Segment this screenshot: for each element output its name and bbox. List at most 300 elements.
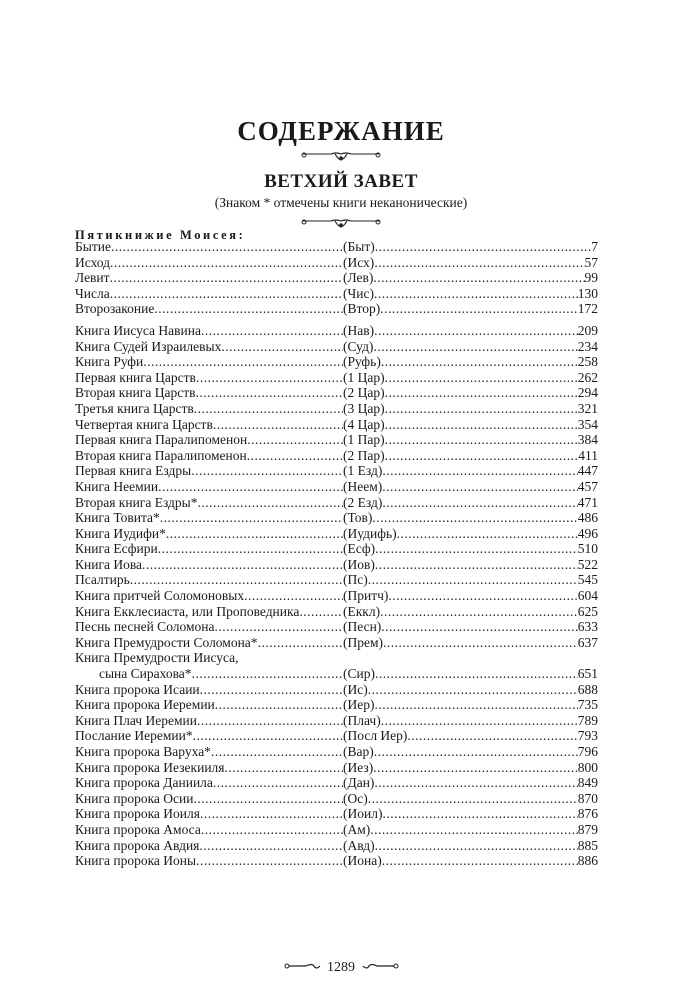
toc-entry (75, 604, 598, 620)
dot-leader (194, 401, 343, 417)
book-abbreviation: (Плач) (343, 712, 381, 728)
page-number: 800 (577, 759, 598, 775)
toc-entry (75, 239, 598, 255)
entry-page-cell (343, 791, 598, 807)
dot-leader (382, 806, 577, 822)
toc-entry (75, 526, 598, 542)
entry-title-cell (75, 775, 343, 791)
dot-leader (374, 323, 578, 339)
dot-leader (110, 270, 343, 286)
toc-entry (75, 323, 598, 339)
entry-page-cell (343, 495, 598, 511)
page-number: 633 (577, 619, 598, 635)
entry-title-cell (75, 301, 343, 317)
ornament-left-icon (284, 960, 324, 975)
dot-leader (142, 557, 343, 573)
entry-page-cell (343, 588, 598, 604)
book-abbreviation: (Пс) (343, 572, 368, 588)
dot-leader (213, 775, 343, 791)
book-abbreviation: (1 Цар) (343, 369, 385, 385)
entry-title-cell (75, 432, 343, 448)
entry-page-cell (343, 510, 598, 526)
book-abbreviation: (1 Пар) (343, 432, 385, 448)
dot-leader (368, 791, 578, 807)
dot-leader (385, 417, 578, 433)
book-title: Книга пророка Осии (75, 790, 194, 806)
dot-leader (196, 853, 343, 869)
entry-page-cell (343, 401, 598, 417)
entry-page-cell (343, 682, 598, 698)
group-heading: Пятикнижие Моисея: (75, 228, 246, 242)
page-number: 321 (577, 400, 598, 416)
book-title: Книга Плач Иеремии (75, 712, 197, 728)
toc-entry (75, 572, 598, 588)
page-number: 57 (584, 254, 598, 270)
entry-page-cell (343, 728, 598, 744)
page-number: 486 (577, 510, 598, 526)
dot-leader (368, 682, 578, 698)
entry-title-cell (75, 728, 343, 744)
dot-leader (198, 495, 344, 511)
dot-leader (388, 588, 577, 604)
page-number: 735 (577, 697, 598, 713)
page-number: 637 (577, 634, 598, 650)
dot-leader (373, 270, 584, 286)
dot-leader (375, 541, 578, 557)
dot-leader (160, 510, 343, 526)
book-abbreviation: (Быт) (343, 239, 375, 254)
entry-page-cell (343, 339, 598, 355)
book-title: Первая книга Паралипоменон (75, 432, 248, 448)
dot-leader (373, 760, 578, 776)
dot-leader (130, 572, 343, 588)
page-number: 789 (577, 712, 598, 728)
book-title: Псалтирь (75, 572, 130, 588)
toc-entry (75, 255, 598, 271)
book-abbreviation: (Прем) (343, 634, 384, 650)
dot-leader (382, 853, 578, 869)
entry-title-cell (75, 541, 343, 557)
page-number: 354 (577, 416, 598, 432)
book-abbreviation: (Сир) (343, 666, 375, 682)
dot-leader (385, 370, 578, 386)
entry-title-cell (75, 557, 343, 573)
entry-title-cell (75, 588, 343, 604)
dot-leader (381, 354, 578, 370)
book-title: Исход (75, 254, 111, 270)
entry-page-cell (343, 286, 598, 302)
dot-leader (407, 728, 577, 744)
book-abbreviation: (2 Пар) (343, 447, 385, 463)
page-number: 172 (577, 301, 598, 317)
book-abbreviation: (2 Езд) (343, 494, 383, 510)
toc-entry (75, 270, 598, 286)
dot-leader (158, 479, 343, 495)
entry-page-cell (343, 370, 598, 386)
page-number: 262 (577, 369, 598, 385)
book-abbreviation: (4 Цар) (343, 416, 385, 432)
dot-leader (375, 557, 578, 573)
book-abbreviation: (Иона) (343, 853, 382, 869)
book-abbreviation: (Ам) (343, 821, 371, 837)
book-title: Вторая книга Ездры* (75, 494, 198, 510)
page-number: 294 (577, 385, 598, 401)
page-number: 886 (577, 853, 598, 869)
book-abbreviation: (Исх) (343, 254, 375, 270)
toc-entry (75, 635, 598, 651)
entry-page-cell (343, 239, 598, 255)
toc-entry (75, 541, 598, 557)
entry-page-cell (343, 604, 598, 620)
book-abbreviation: (Ис) (343, 681, 368, 697)
book-abbreviation: (Притч) (343, 588, 389, 604)
entry-title-cell (75, 635, 343, 651)
page-number: 447 (577, 463, 598, 479)
dot-leader (200, 682, 343, 698)
dot-leader (199, 838, 343, 854)
toc-entry (75, 666, 598, 682)
entry-title-cell (75, 822, 343, 838)
book-abbreviation: (Чис) (343, 285, 374, 301)
dot-leader (221, 339, 343, 355)
toc-entry (75, 713, 598, 729)
book-abbreviation: (Еккл) (343, 603, 381, 619)
book-title: Книга пророка Амоса (75, 821, 201, 837)
entry-title-cell (75, 682, 343, 698)
dot-leader (385, 448, 579, 464)
dot-leader (201, 323, 343, 339)
dot-leader (381, 619, 577, 635)
page-number: 879 (577, 821, 598, 837)
entry-page-cell (343, 775, 598, 791)
toc-entry (75, 339, 598, 355)
book-title: Книга пророка Авдия (75, 837, 200, 853)
dot-leader (197, 713, 343, 729)
entry-page-cell (343, 744, 598, 760)
toc-entry (75, 619, 598, 635)
page-number: 651 (577, 666, 598, 682)
entry-page-cell (343, 697, 598, 713)
book-title: Вторая книга Царств (75, 385, 196, 401)
dot-leader (375, 239, 592, 255)
page-number: 234 (577, 338, 598, 354)
toc-entry (75, 479, 598, 495)
toc-entry (75, 557, 598, 573)
dot-leader (154, 301, 343, 317)
entry-title-cell (75, 510, 343, 526)
dot-leader (380, 301, 578, 317)
toc-entry (75, 510, 598, 526)
table-of-contents (75, 239, 598, 869)
dot-leader (195, 385, 343, 401)
book-title: Книга пророка Исаии (75, 681, 200, 697)
dot-leader (258, 635, 343, 651)
toc-entry (75, 744, 598, 760)
dot-leader (225, 760, 344, 776)
page-number: 870 (577, 790, 598, 806)
page-number: 885 (577, 837, 598, 853)
entry-title-cell (75, 239, 343, 255)
dot-leader (194, 791, 344, 807)
book-title: Книга Судей Израилевых (75, 338, 222, 354)
page-number: 209 (577, 322, 598, 338)
dot-leader (385, 401, 578, 417)
toc-entry (75, 448, 598, 464)
dot-leader (247, 448, 343, 464)
entry-page-cell (343, 432, 598, 448)
entry-title-cell (75, 572, 343, 588)
book-abbreviation: (Дан) (343, 775, 375, 791)
dot-leader (192, 666, 343, 682)
dot-leader (374, 744, 578, 760)
book-abbreviation: (Авд) (343, 837, 375, 853)
page-number: 471 (577, 494, 598, 510)
dot-leader (374, 775, 577, 791)
book-title: Книга пророка Даниила (75, 775, 213, 791)
book-title: Книга Иисуса Навина (75, 322, 201, 338)
entry-page-cell (343, 448, 598, 464)
entry-page-cell (343, 463, 598, 479)
entry-page-cell (343, 323, 598, 339)
entry-title-cell (75, 760, 343, 776)
book-title: Второзаконие (75, 301, 155, 317)
entry-page-cell (343, 822, 598, 838)
dot-leader (385, 385, 578, 401)
entry-page-cell (343, 354, 598, 370)
toc-entry (75, 822, 598, 838)
entry-title-cell (75, 417, 343, 433)
entry-page-cell (343, 255, 598, 271)
dot-leader (380, 604, 578, 620)
entry-title-cell (75, 270, 343, 286)
toc-entry (75, 385, 598, 401)
entry-title-cell (75, 806, 343, 822)
dot-leader (299, 604, 343, 620)
entry-page-cell (343, 635, 598, 651)
entry-title-cell (75, 853, 343, 869)
book-title: Книга притчей Соломоновых (75, 588, 245, 604)
book-abbreviation: (Иез) (343, 759, 374, 775)
entry-title-cell (75, 791, 343, 807)
entry-title-cell (75, 838, 343, 854)
dot-leader (397, 526, 578, 542)
toc-entry (75, 682, 598, 698)
toc-entry (75, 301, 598, 317)
dot-leader (374, 697, 577, 713)
dot-leader (382, 479, 577, 495)
ornament-divider-icon (0, 215, 682, 227)
ornament-divider-icon (0, 148, 682, 160)
book-title: Книга Неемии (75, 478, 159, 494)
entry-page-cell (343, 838, 598, 854)
book-abbreviation: (Иер) (343, 697, 375, 713)
dot-leader (370, 822, 577, 838)
dot-leader (382, 495, 577, 511)
page-number: 545 (577, 572, 598, 588)
page-number: 7 (591, 239, 598, 254)
entry-title-cell (75, 604, 343, 620)
dot-leader (368, 572, 578, 588)
entry-page-cell (343, 417, 598, 433)
toc-entry (75, 853, 598, 869)
entry-title-cell (75, 666, 343, 682)
book-title: Бытие (75, 239, 111, 254)
entry-title-cell (75, 385, 343, 401)
toc-entry (75, 697, 598, 713)
toc-entry (75, 463, 598, 479)
entry-page-cell (343, 619, 598, 635)
entry-title-cell (75, 339, 343, 355)
dot-leader (375, 666, 578, 682)
dot-leader (383, 635, 578, 651)
entry-page-cell (343, 270, 598, 286)
entry-title-cell (75, 526, 343, 542)
dot-leader (373, 339, 577, 355)
book-abbreviation: (Есф) (343, 541, 376, 557)
book-title: Первая книга Ездры (75, 463, 192, 479)
entry-title-cell (75, 354, 343, 370)
toc-entry (75, 495, 598, 511)
toc-entry (75, 838, 598, 854)
toc-entry (75, 354, 598, 370)
book-title: Книга Руфи (75, 354, 144, 370)
book-title: Книга пророка Варуха* (75, 744, 211, 759)
toc-entry (75, 775, 598, 791)
entry-page-cell (343, 760, 598, 776)
dot-leader (385, 432, 578, 448)
book-abbreviation: (Лев) (343, 270, 374, 286)
page-number: 604 (577, 588, 598, 604)
toc-entry (75, 286, 598, 302)
book-title: Книга Есфири (75, 541, 158, 557)
book-abbreviation: (Руфь) (343, 354, 381, 370)
page-number: 411 (578, 447, 598, 463)
book-abbreviation: (Посл Иер) (343, 728, 408, 744)
page-number: 510 (577, 541, 598, 557)
book-abbreviation: (Ос) (343, 790, 368, 806)
page-number: 496 (577, 525, 598, 541)
page-title: СОДЕРЖАНИЕ (237, 116, 445, 146)
page-number: 1289 (327, 960, 355, 975)
dot-leader (196, 370, 343, 386)
ornament-right-icon (359, 960, 399, 975)
book-abbreviation: (2 Цар) (343, 385, 385, 401)
book-abbreviation: (3 Цар) (343, 400, 385, 416)
page-number: 130 (577, 285, 598, 301)
dot-leader (110, 286, 343, 302)
dot-leader (158, 541, 343, 557)
toc-entry (75, 791, 598, 807)
book-title: Третья книга Царств (75, 400, 194, 416)
book-abbreviation: (Иудифь) (343, 525, 397, 541)
book-abbreviation: (Нав) (343, 322, 375, 338)
toc-entry (75, 588, 598, 604)
entry-page-cell (343, 666, 598, 682)
entry-page-cell (343, 526, 598, 542)
book-abbreviation: (Втор) (343, 301, 381, 317)
entry-page-cell (343, 385, 598, 401)
dot-leader (213, 417, 343, 433)
entry-title-cell (75, 323, 343, 339)
entry-title-cell (75, 370, 343, 386)
entry-page-cell (343, 713, 598, 729)
book-abbreviation: (Суд) (343, 338, 374, 354)
entry-title-cell (75, 744, 343, 760)
dot-leader (372, 510, 577, 526)
toc-entry (75, 728, 598, 744)
dot-leader (374, 255, 584, 271)
entry-page-cell (343, 557, 598, 573)
page-number: 876 (577, 806, 598, 822)
toc-entry (75, 401, 598, 417)
page-number: 384 (577, 432, 598, 448)
page-number: 258 (577, 354, 598, 370)
book-title: Песнь песней Соломона (75, 619, 215, 635)
dot-leader (193, 728, 343, 744)
book-title: Книга пророка Ионы (75, 853, 197, 869)
dot-leader (201, 822, 343, 838)
book-title: Левит (75, 270, 110, 286)
book-title: Книга Иова (75, 556, 143, 572)
book-abbreviation: (Тов) (343, 510, 373, 526)
entry-page-cell (343, 572, 598, 588)
book-title: Книга пророка Иеремии (75, 697, 215, 713)
entry-title-cell (75, 479, 343, 495)
toc-entry (75, 432, 598, 448)
dot-leader (247, 432, 343, 448)
book-title: Четвертая книга Царств (75, 416, 213, 432)
page-number: 625 (577, 603, 598, 619)
dot-leader (382, 463, 577, 479)
entry-title-cell (75, 401, 343, 417)
dot-leader (381, 713, 578, 729)
page-number: 688 (577, 681, 598, 697)
dot-leader (374, 286, 578, 302)
book-abbreviation: (Вар) (343, 744, 374, 759)
page-footer (0, 960, 682, 976)
note-text: (Знаком * отмечены книги неканонические) (214, 195, 468, 210)
page-number: 849 (577, 775, 598, 791)
dot-leader (211, 744, 343, 760)
entry-title-cell (75, 713, 343, 729)
dot-leader (143, 354, 343, 370)
book-abbreviation: (1 Езд) (343, 463, 383, 479)
toc-entry-line1: Книга Премудрости Иисуса, (75, 650, 239, 666)
entry-page-cell (343, 806, 598, 822)
dot-leader (111, 239, 343, 255)
book-title: Книга Иудифи* (75, 525, 166, 541)
dot-leader (191, 463, 343, 479)
entry-title-cell (75, 697, 343, 713)
book-title: Послание Иеремии* (75, 728, 193, 744)
page-number: 796 (577, 744, 598, 759)
book-title: Первая книга Царств (75, 369, 196, 385)
section-title: ВЕТХИЙ ЗАВЕТ (264, 171, 418, 192)
toc-entry (75, 760, 598, 776)
dot-leader (215, 697, 343, 713)
dot-leader (110, 255, 343, 271)
book-abbreviation: (Песн) (343, 619, 382, 635)
toc-entry (75, 806, 598, 822)
dot-leader (215, 619, 343, 635)
entry-title-cell (75, 463, 343, 479)
book-abbreviation: (Иоил) (343, 806, 383, 822)
book-title: Числа (75, 285, 110, 301)
book-title: Книга Екклесиаста, или Проповедника (75, 603, 300, 619)
page-number: 99 (584, 270, 598, 286)
entry-page-cell (343, 853, 598, 869)
page-number: 793 (577, 728, 598, 744)
